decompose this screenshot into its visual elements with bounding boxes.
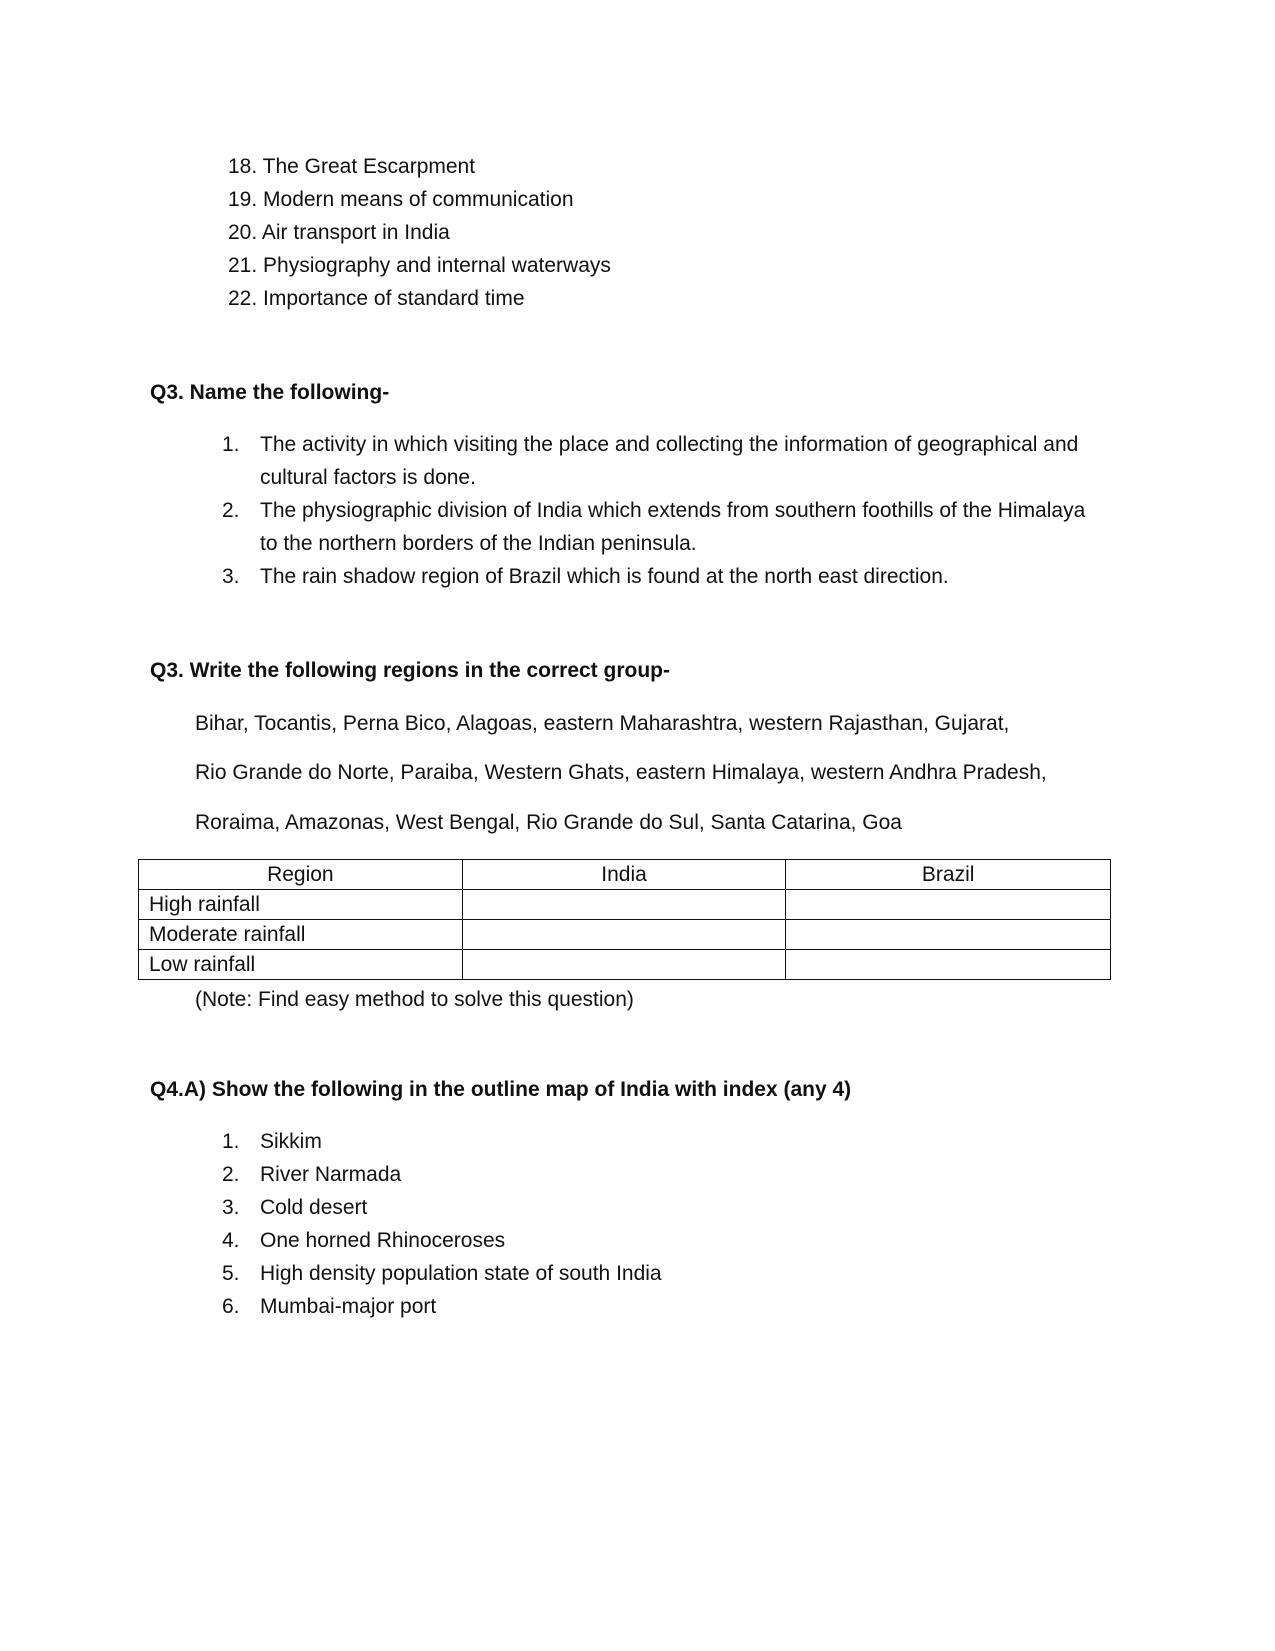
list-item xyxy=(222,1257,1120,1290)
item-text: The rain shadow region of Brazil which is found at the north east direction. xyxy=(260,565,949,588)
item-text: One horned Rhinoceroses xyxy=(260,1229,506,1252)
list-item: 21. Physiography and internal waterways xyxy=(228,254,611,277)
item-number: 2. xyxy=(222,1163,240,1186)
list-item xyxy=(222,1158,1120,1191)
list-item xyxy=(222,1125,1120,1158)
table-cell: High rainfall xyxy=(139,890,463,920)
item-number: 6. xyxy=(222,1295,240,1318)
item-number: 3. xyxy=(222,565,240,588)
table-note: (Note: Find easy method to solve this question) xyxy=(195,988,634,1011)
list-item xyxy=(222,1191,1120,1224)
table-cell xyxy=(462,890,786,920)
region-words-line: Bihar, Tocantis, Perna Bico, Alagoas, eastern Maharashtra, western Rajasthan, Gujarat, xyxy=(195,712,1010,735)
list-item xyxy=(222,1290,1120,1323)
table-row xyxy=(139,950,1111,980)
table-cell xyxy=(786,890,1111,920)
table-row xyxy=(139,890,1111,920)
item-text: Cold desert xyxy=(260,1196,368,1219)
table-header-row xyxy=(139,860,1111,890)
column-header-region: Region xyxy=(139,860,463,890)
item-text: The activity in which visiting the place and collecting the information of geographical and cultural factors is done. xyxy=(260,433,1079,489)
item-text: River Narmada xyxy=(260,1163,402,1186)
item-number: 5. xyxy=(222,1262,240,1285)
table-cell xyxy=(462,950,786,980)
region-words-line: Rio Grande do Norte, Paraiba, Western Ghats, eastern Himalaya, western Andhra Pradesh, xyxy=(195,761,1047,784)
item-number: 3. xyxy=(222,1196,240,1219)
list-item xyxy=(222,560,1120,593)
column-header-brazil: Brazil xyxy=(786,860,1111,890)
q4a-map-list xyxy=(222,1125,1120,1323)
continued-topic-list xyxy=(228,150,611,315)
list-item: 18. The Great Escarpment xyxy=(228,155,476,178)
list-item xyxy=(222,1224,1120,1257)
list-item: 19. Modern means of communication xyxy=(228,188,574,211)
list-item: 20. Air transport in India xyxy=(228,221,450,244)
table-cell xyxy=(462,920,786,950)
q4a-heading: Q4.A) Show the following in the outline map of India with index (any 4) xyxy=(150,1078,852,1101)
item-text: The physiographic division of India which extends from southern foothills of the Himalaya to the northern borders of the Indian peninsula. xyxy=(260,499,1086,555)
table-cell: Low rainfall xyxy=(139,950,463,980)
item-text: Sikkim xyxy=(260,1130,322,1153)
q3-name-heading: Q3. Name the following- xyxy=(150,381,390,404)
table-cell xyxy=(786,950,1111,980)
item-text: Mumbai-major port xyxy=(260,1295,437,1318)
region-table xyxy=(138,859,1111,980)
item-number: 1. xyxy=(222,433,240,456)
q3-name-list xyxy=(222,428,1120,593)
table-cell xyxy=(786,920,1111,950)
list-item xyxy=(222,428,1120,494)
list-item: 22. Importance of standard time xyxy=(228,287,525,310)
item-text: High density population state of south India xyxy=(260,1262,662,1285)
region-words-line: Roraima, Amazonas, West Bengal, Rio Grande do Sul, Santa Catarina, Goa xyxy=(195,811,902,834)
table-cell: Moderate rainfall xyxy=(139,920,463,950)
list-item xyxy=(222,494,1090,560)
item-number: 1. xyxy=(222,1130,240,1153)
column-header-india: India xyxy=(462,860,786,890)
table-row xyxy=(139,920,1111,950)
item-number: 4. xyxy=(222,1229,240,1252)
q3-regions-heading: Q3. Write the following regions in the correct group- xyxy=(150,659,670,682)
item-number: 2. xyxy=(222,499,240,522)
